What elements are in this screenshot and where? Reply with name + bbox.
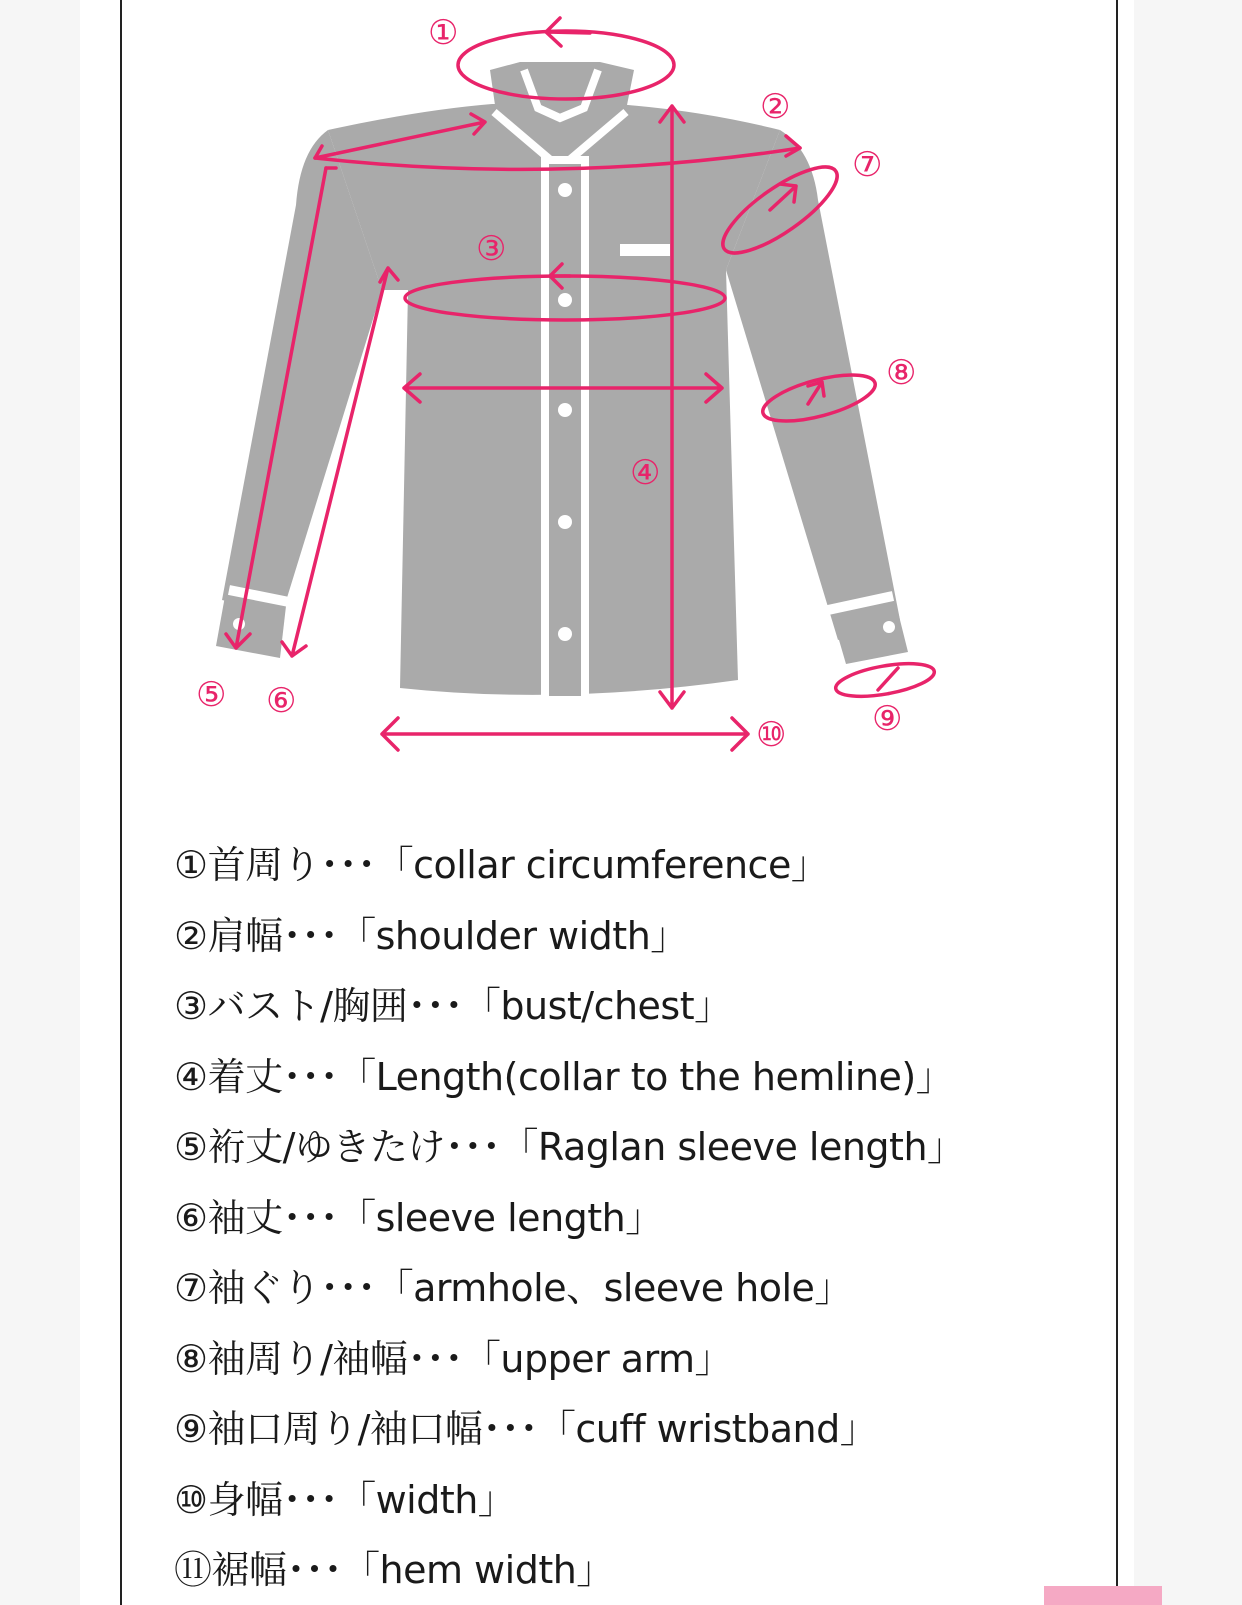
marker-2: ② <box>760 87 791 127</box>
shirt-left-cuff <box>216 596 286 658</box>
legend-item: ⑩身幅･･･「width」 <box>174 1477 516 1522</box>
legend-item: ⑦袖ぐり･･･「armhole、sleeve hole」 <box>174 1266 852 1310</box>
shirt-right-cuff-button <box>883 621 895 633</box>
legend-item: ③バスト/胸囲･･･「bust/chest」 <box>174 984 732 1028</box>
marker-3: ③ <box>476 229 507 269</box>
legend-item: ②肩幅･･･「shoulder width」 <box>174 913 688 958</box>
marker-6: ⑥ <box>266 681 297 721</box>
shirt-placket <box>545 160 585 700</box>
shirt-pocket <box>620 244 670 256</box>
legend-item: ⑥袖丈･･･「sleeve length」 <box>174 1195 663 1240</box>
marker-7: ⑦ <box>852 145 883 185</box>
shirt-button <box>558 293 572 307</box>
legend-item: ⑪裾幅･･･「hem width」 <box>174 1548 614 1592</box>
marker-5: ⑤ <box>196 675 227 715</box>
legend-item: ④着丈･･･「Length(collar to the hemline)」 <box>174 1054 954 1099</box>
shirt-button <box>558 627 572 641</box>
pink-tab <box>1044 1586 1162 1605</box>
hem-width-arrow <box>382 718 748 750</box>
marker-9: ⑨ <box>872 699 903 739</box>
legend-item: ⑧袖周り/袖幅･･･「upper arm」 <box>174 1336 733 1381</box>
cuff-wristband-arrow <box>878 668 898 690</box>
measurement-legend <box>174 838 1074 1605</box>
legend-item: ①首周り･･･「collar circumference」 <box>174 843 829 887</box>
legend-item: ⑤裄丈/ゆきたけ･･･「Raglan sleeve length」 <box>174 1125 965 1169</box>
legend-item: ⑨袖口周り/袖口幅･･･「cuff wristband」 <box>174 1407 878 1451</box>
shirt-button <box>558 403 572 417</box>
marker-10: ⑩ <box>756 715 787 755</box>
collar-circumference-arrow <box>546 18 590 46</box>
shirt-button <box>558 183 572 197</box>
shirt-measurement-diagram <box>0 0 1242 800</box>
marker-1: ① <box>428 13 459 53</box>
marker-4: ④ <box>630 453 661 493</box>
shirt-button <box>558 515 572 529</box>
marker-8: ⑧ <box>886 353 917 393</box>
